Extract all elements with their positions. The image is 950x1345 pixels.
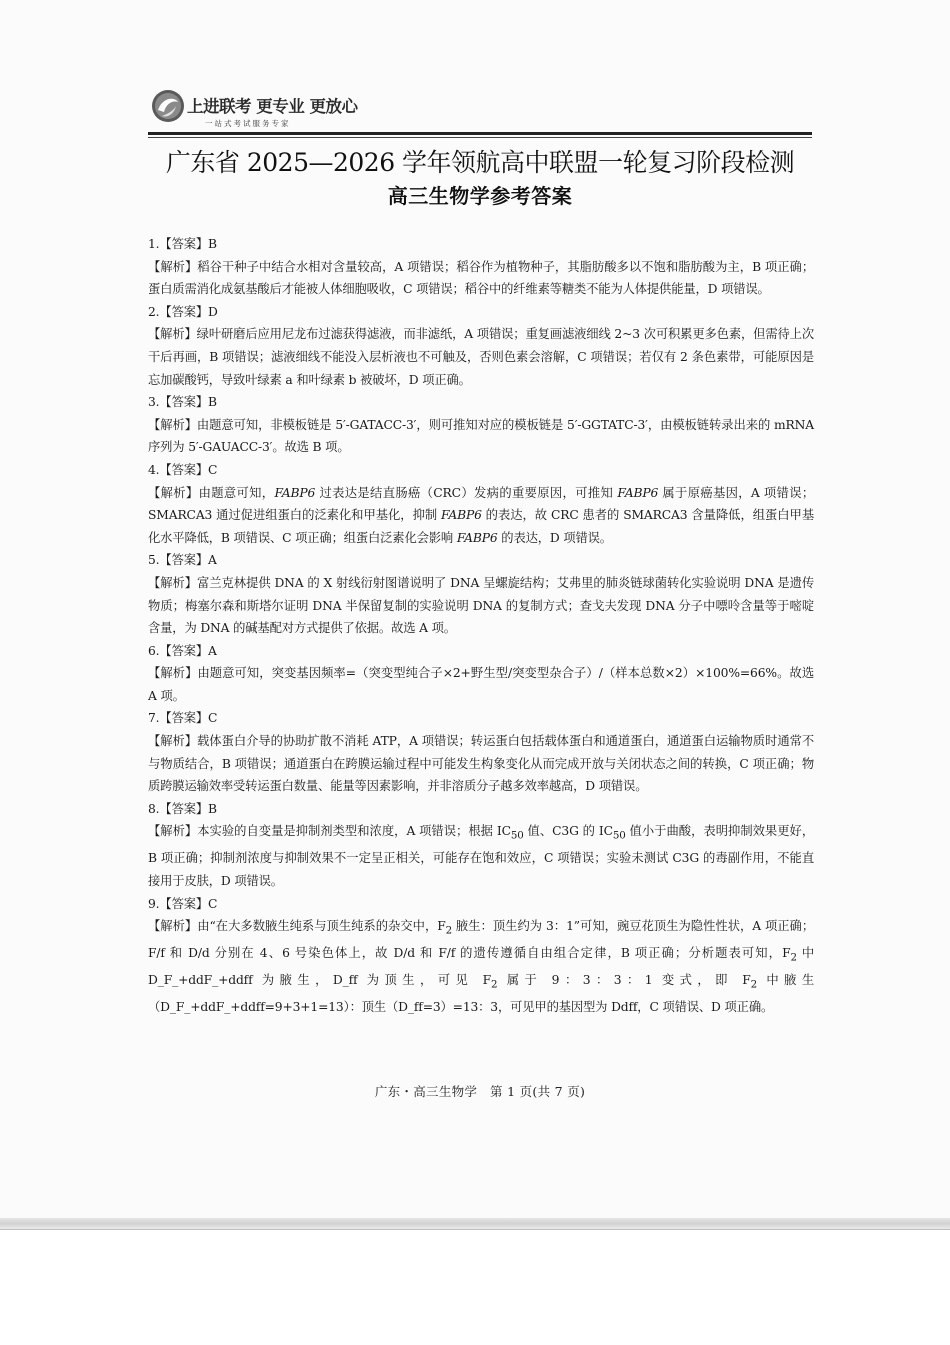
subscript: 50 xyxy=(612,829,626,842)
answer-1: 1.【答案】B xyxy=(148,237,217,251)
answer-9: 9.【答案】C xyxy=(148,896,218,911)
answer-2: 2.【答案】D xyxy=(148,304,218,319)
explanation-7: 【解析】载体蛋白介导的协助扩散不消耗 ATP，A 项错误；转运蛋白包括载体蛋白和通道蛋白，通道蛋白运输物质时通常不与物质结合，B 项错误；通道蛋白在跨膜运输过程中可能发生构象变化从而完成开放与关闭状态之间的转换，C 项正确；物质跨膜运输效率受转运蛋白数量、能量等因素影响，并非溶质分子越多效率越高，D 项错误。 xyxy=(148,734,814,794)
header xyxy=(150,88,812,136)
answer-4: 4.【答案】C xyxy=(148,462,218,477)
subscript: 2 xyxy=(445,924,453,937)
header-rule xyxy=(148,132,812,135)
answer-5: 5.【答案】A xyxy=(148,553,217,568)
explanation-1: 【解析】稻谷干种子中结合水相对含量较高，A 项错误；稻谷作为植物种子，其脂肪酸多以不饱和脂肪酸为主，B 项正确；蛋白质需消化成氨基酸后才能被人体细胞吸收，C 项错误；稻谷中的纤维素等糖类不能为人体提供能量，D 项错误。 xyxy=(148,259,814,297)
page-subtitle: 高三生物学参考答案 xyxy=(387,184,573,208)
subscript: 2 xyxy=(790,951,797,964)
explanation-9: 【解析】由“在大多数腋生纯系与顶生纯系的杂交中，$F_2$ 腋生：顶生约为 3：1”可知，豌豆花顶生为隐性性状，A 项正确；F/f 和 D/d 分别在 4、6 号染色体上，故 D/d 和 F/f 的遗传遵循自由组合定律，B 项正确；分析题表可知，$F_2$ 中 D_F_+ddF_+ddff 为腋生，D_ff 为顶生，可见 $F_2$ 属于 9：3：3：1 变式，即 $F_2$ 中腋生（D_F_+ddF_+ddff=9+3+1=13）：顶生（D_ff=3）=13：3，可见甲的基因型为 Ddff，C 项错误、D 项正确。 xyxy=(148,919,814,1015)
answer-6: 6.【答案】A xyxy=(148,643,217,658)
explanation-4: 【解析】由题意可知，FABP6 过表达是结直肠癌（CRC）发病的重要原因，可推知 FABP6 属于原癌基因，A 项错误；SMARCA3 通过促进组蛋白的泛素化和甲基化，抑制 FABP6 的表达，故 CRC 患者的 SMARCA3 含量降低，组蛋白甲基化水平降低，B 项错误、C 项正确；组蛋白泛素化会影响 FABP6 的表达，D 项错误。 xyxy=(148,485,814,545)
explanation-2: 【解析】绿叶研磨后应用尼龙布过滤获得滤液，而非滤纸，A 项错误；重复画滤液细线 2~3 次可积累更多色素，但需待上次干后再画，B 项错误；滤液细线不能没入层析液也不可触及，否则色素会溶解，C 项错误；若仅有 2 条色素带，可能原因是忘加碳酸钙，导致叶绿素 a 和叶绿素 b 被破坏，D 项正确。 xyxy=(148,327,814,387)
brand-slogan: 上进联考 更专业 更放心 xyxy=(187,97,358,116)
answer-list xyxy=(148,233,814,1019)
gene-name: FABP6 xyxy=(456,530,498,545)
explanation-5: 【解析】富兰克林提供 DNA 的 X 射线衍射图谱说明了 DNA 呈螺旋结构；艾弗里的肺炎链球菌转化实验说明 DNA 是遗传物质；梅塞尔森和斯塔尔证明 DNA 半保留复制的实验说明 DNA 的复制方式；查戈夫发现 DNA 分子中嘌呤含量等于嘧啶含量，为 DNA 的碱基配对方式提供了依据。故选 A 项。 xyxy=(148,575,814,636)
gene-name: FABP6 xyxy=(617,485,659,500)
explanation-6: 【解析】由题意可知，突变基因频率=（突变型纯合子×2+野生型/突变型杂合子）/（样本总数×2）×100%=66%。故选 A 项。 xyxy=(148,666,814,703)
subscript: 2 xyxy=(750,978,757,991)
answer-3: 3.【答案】B xyxy=(148,395,217,410)
brand-sub-slogan: 一站式考试服务专家 xyxy=(205,119,291,128)
page-footer: 广东・高三生物学 第 1 页(共 7 页) xyxy=(374,1084,586,1099)
gene-name: FABP6 xyxy=(274,485,316,500)
answer-7: 7.【答案】C xyxy=(148,711,218,726)
explanation-3: 【解析】由题意可知，非模板链是 5′-GATACC-3′，则可推知对应的模板链是 5′-GGTATC-3′，由模板链转录出来的 mRNA 序列为 5′-GAUACC-3′。故选 B 项。 xyxy=(148,417,814,455)
subscript: 50 xyxy=(510,829,524,842)
header-rule-thin xyxy=(148,137,812,138)
subscript: 2 xyxy=(491,978,498,991)
explanation-8: 【解析】本实验的自变量是抑制剂类型和浓度，A 项错误；根据 $IC_{50}$ 值、C3G 的 $IC_{50}$ 值小于曲酸，表明抑制效果更好，B 项正确；抑制剂浓度与抑制效果不一定呈正相关，可能存在饱和效应，C 项错误；实验未测试 C3G 的毒副作用，不能直接用于皮肤，D 项错误。 xyxy=(148,824,815,889)
page-bottom-line xyxy=(0,1229,950,1230)
gene-name: FABP6 xyxy=(441,508,482,523)
brand-logo-icon xyxy=(150,88,186,124)
page-title: 广东省 2025—2026 学年领航高中联盟一轮复习阶段检测 xyxy=(165,148,795,177)
answer-8: 8.【答案】B xyxy=(148,801,217,816)
